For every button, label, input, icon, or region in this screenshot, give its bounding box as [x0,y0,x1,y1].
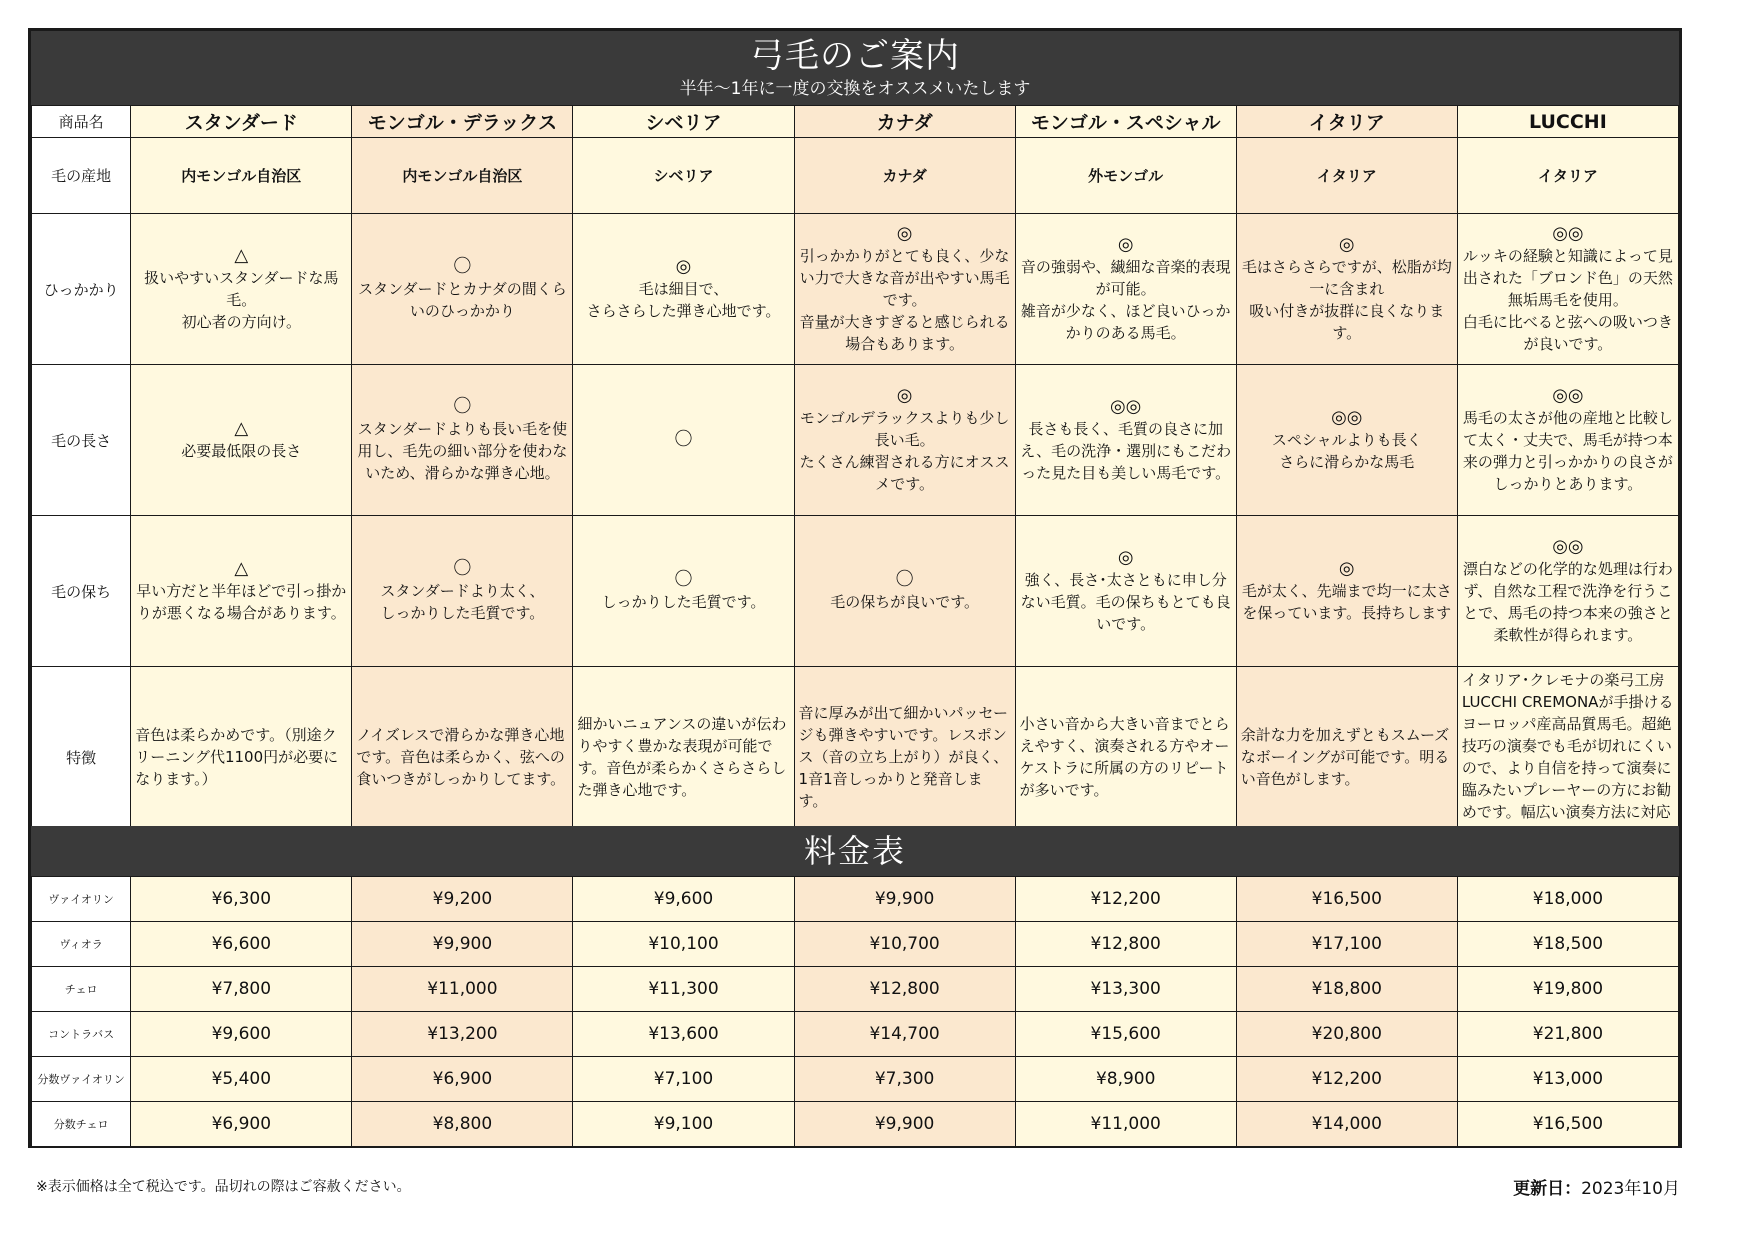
spec-cell [573,365,794,516]
spec-row-label: 毛の産地 [32,138,131,214]
spec-cell [131,667,352,848]
spec-cell [131,214,352,365]
instrument-label: チェロ [32,967,131,1012]
spec-cell [352,667,573,848]
price-cell: ¥13,300 [1015,967,1236,1012]
price-cell: ¥8,800 [352,1102,573,1147]
footer-note: ※表示価格は全て税込です。品切れの際はご容赦ください。 [36,1179,411,1195]
price-sheet [28,28,1682,1148]
instrument-label: 分数チェロ [32,1102,131,1147]
spec-description: 外モンゴル [1088,166,1164,185]
price-cell: ¥13,600 [573,1012,794,1057]
spec-cell [352,516,573,667]
price-cell: ¥5,400 [131,1057,352,1102]
price-cell: ¥9,600 [573,877,794,922]
spec-cell [1015,365,1236,516]
price-cell: ¥9,900 [794,1102,1015,1147]
spec-cell [1457,365,1678,516]
spec-description: ノイズレスで滑らかな弾き心地です。音色は柔らかく、弦への食いつきがしっかりしてます。 [356,726,566,788]
rating-mark: 〇 [453,256,472,277]
rating-mark: ◎◎ [1331,407,1363,428]
spec-cell [1015,214,1236,365]
rating-mark: ◎ [896,223,913,244]
rating-mark: ◎ [896,385,913,406]
rating-mark: △ [234,245,249,266]
price-band [31,826,1679,876]
spec-cell [794,516,1015,667]
price-cell: ¥6,900 [131,1102,352,1147]
title-band [31,31,1679,105]
product-header-row [32,106,1679,138]
price-row [32,967,1679,1012]
spec-description: イタリア [1316,166,1377,185]
updated-label: 更新日： [1513,1179,1582,1199]
updated-date [1513,1174,1680,1199]
price-cell: ¥8,900 [1015,1057,1236,1102]
spec-cell [794,214,1015,365]
spec-description: 早い方だと半年ほどで引っ掛かりが悪くなる場合があります。 [136,582,347,622]
price-cell: ¥11,000 [1015,1102,1236,1147]
price-cell: ¥19,800 [1457,967,1678,1012]
spec-cell [352,138,573,214]
spec-description: 長さも長く、毛質の良さに加え、毛の洗浄・選別にもこだわった見た目も美しい馬毛です。 [1020,420,1232,482]
product-name: LUCCHI [1457,106,1678,138]
product-name: カナダ [794,106,1015,138]
spec-description: 内モンゴル自治区 [402,166,523,185]
page-title: 弓毛のご案内 [750,36,960,76]
spec-row [32,365,1679,516]
spec-cell [794,365,1015,516]
spec-cell [131,516,352,667]
rating-mark: 〇 [453,396,472,417]
instrument-label: ヴィオラ [32,922,131,967]
price-row [32,1102,1679,1147]
spec-cell [1457,138,1678,214]
spec-cell [1236,138,1457,214]
price-cell: ¥11,300 [573,967,794,1012]
price-cell: ¥20,800 [1236,1012,1457,1057]
spec-row [32,214,1679,365]
price-cell: ¥16,500 [1457,1102,1678,1147]
product-name: シベリア [573,106,794,138]
price-cell: ¥6,900 [352,1057,573,1102]
spec-cell [573,138,794,214]
spec-table [31,105,1679,848]
spec-description: イタリア [1537,166,1598,185]
product-name: モンゴル・スペシャル [1015,106,1236,138]
price-cell: ¥7,300 [794,1057,1015,1102]
spec-description: 音の強弱や、繊細な音楽的表現が可能。 雑音が少なく、ほど良いひっかかりのある馬毛。 [1020,258,1231,342]
spec-row [32,516,1679,667]
price-row [32,877,1679,922]
spec-description: 音に厚みが出て細かいパッセージも弾きやすいです。レスポンス（音の立ち上がり）が良く、1音1音しっかりと発音します。 [798,704,1009,810]
spec-cell [573,516,794,667]
price-cell: ¥18,000 [1457,877,1678,922]
rating-mark: 〇 [674,429,693,450]
spec-description: 毛は細目で、 さらさらした弾き心地です。 [586,280,781,320]
spec-description: 毛はさらさらですが、松脂が均一に含まれ 吸い付きが抜群に良くなります。 [1241,258,1452,342]
spec-description: しっかりした毛質です。 [601,593,766,611]
spec-description: モンゴルデラックスよりも少し長い毛。 たくさん練習される方にオススメです。 [799,409,1010,493]
spec-description: 細かいニュアンスの違いが伝わりやすく豊かな表現が可能です。音色が柔らかくさらさらした弾き心地です。 [577,715,787,799]
spec-description: スペシャルよりも長く さらに滑らかな馬毛 [1271,431,1422,471]
spec-description: 強く、長さ･太さともに申し分ない毛質。毛の保ちもとても良いです。 [1020,571,1231,633]
spec-description: カナダ [882,166,927,185]
rating-mark: ◎◎ [1552,223,1584,244]
rating-mark: 〇 [674,569,693,590]
rating-mark: △ [234,558,249,579]
rating-mark: ◎ [1338,558,1355,579]
price-cell: ¥6,300 [131,877,352,922]
spec-cell [1015,667,1236,848]
price-cell: ¥9,600 [131,1012,352,1057]
price-cell: ¥10,700 [794,922,1015,967]
price-cell: ¥18,800 [1236,967,1457,1012]
spec-cell [352,365,573,516]
spec-description: イタリア･クレモナの楽弓工房LUCCHI CREMONAが手掛けるヨーロッパ産高品質馬毛。超絶技巧の演奏でも毛が切れにくいので、より自信を持って演奏に臨みたいプレーヤーの方にお勧めです。幅広い演奏方法に対応 [1461,671,1674,821]
spec-cell [352,214,573,365]
spec-row-label: 毛の保ち [32,516,131,667]
spec-row [32,138,1679,214]
spec-description: ルッキの経験と知識によって見出された「ブロンド色」の天然無垢馬毛を使用。 白毛に比べると弦への吸いつきが良いです。 [1462,247,1673,353]
price-row [32,922,1679,967]
corner-label: 商品名 [32,106,131,138]
spec-description: 必要最低限の長さ [181,442,302,460]
spec-cell [1457,516,1678,667]
rating-mark: ◎ [1117,234,1134,255]
instrument-label: 分数ヴァイオリン [32,1057,131,1102]
price-cell: ¥9,900 [794,877,1015,922]
spec-cell [1236,365,1457,516]
spec-cell [573,667,794,848]
price-cell: ¥9,900 [352,922,573,967]
rating-mark: ◎ [1117,547,1134,568]
spec-row-label: 毛の長さ [32,365,131,516]
spec-description: 音色は柔らかめです。（別途クリーニング代1100円が必要になります。） [135,726,339,788]
spec-cell [1236,214,1457,365]
spec-description: 引っかかりがとても良く、少ない力で大きな音が出やすい馬毛です。 音量が大きすぎると感じられる場合もあります。 [799,247,1010,353]
spec-row [32,667,1679,848]
price-cell: ¥9,200 [352,877,573,922]
rating-mark: ◎ [1338,234,1355,255]
price-cell: ¥7,800 [131,967,352,1012]
spec-description: 毛が太く、先端まで均一に太さを保っています。長持ちします [1241,582,1452,622]
rating-mark: ◎ [675,256,692,277]
spec-description: 馬毛の太さが他の産地と比較して太く・丈夫で、馬毛が持つ本来の弾力と引っかかりの良さがしっかりとあります。 [1462,409,1673,493]
spec-description: 毛の保ちが良いです。 [830,593,979,611]
rating-mark: 〇 [453,558,472,579]
rating-mark: △ [234,418,249,439]
spec-description: スタンダードよりも長い毛を使用し、毛先の細い部分を使わないため、滑らかな弾き心地。 [357,420,568,482]
price-cell: ¥16,500 [1236,877,1457,922]
page-subtitle: 半年～1年に一度の交換をオススメいたします [679,79,1031,99]
spec-description: 小さい音から大きい音までとらえやすく、演奏される方やオーケストラに所属の方のリピートが多いです。 [1019,715,1230,799]
price-cell: ¥12,200 [1015,877,1236,922]
spec-row-label: ひっかかり [32,214,131,365]
spec-description: 内モンゴル自治区 [181,166,302,185]
spec-cell [1457,667,1678,848]
price-cell: ¥12,800 [1015,922,1236,967]
price-cell: ¥21,800 [1457,1012,1678,1057]
price-row [32,1012,1679,1057]
rating-mark: ◎◎ [1552,385,1584,406]
updated-value: 2023年10月 [1581,1179,1680,1199]
spec-description: 余計な力を加えずともスムーズなボーイングが可能です。明るい音色がします。 [1240,726,1450,788]
spec-cell [1236,667,1457,848]
price-cell: ¥18,500 [1457,922,1678,967]
price-cell: ¥17,100 [1236,922,1457,967]
spec-description: スタンダードより太く、 しっかりした毛質です。 [380,582,545,622]
price-table [31,876,1679,1147]
product-name: スタンダード [131,106,352,138]
spec-description: シベリア [653,166,714,185]
price-row [32,1057,1679,1102]
price-cell: ¥13,000 [1457,1057,1678,1102]
instrument-label: コントラバス [32,1012,131,1057]
price-cell: ¥15,600 [1015,1012,1236,1057]
spec-cell [131,138,352,214]
spec-cell [1015,516,1236,667]
spec-cell [1015,138,1236,214]
price-cell: ¥9,100 [573,1102,794,1147]
instrument-label: ヴァイオリン [32,877,131,922]
price-cell: ¥14,700 [794,1012,1015,1057]
rating-mark: 〇 [895,569,914,590]
price-cell: ¥6,600 [131,922,352,967]
price-cell: ¥14,000 [1236,1102,1457,1147]
price-cell: ¥10,100 [573,922,794,967]
price-cell: ¥7,100 [573,1057,794,1102]
price-title: 料金表 [803,832,906,870]
spec-description: 漂白などの化学的な処理は行わず、自然な工程で洗浄を行うことで、馬毛の持つ本来の強さと柔軟性が得られます。 [1462,560,1673,644]
price-cell: ¥11,000 [352,967,573,1012]
spec-cell [794,138,1015,214]
spec-cell [1457,214,1678,365]
product-name: モンゴル・デラックス [352,106,573,138]
rating-mark: ◎◎ [1109,396,1142,417]
spec-row-label: 特徴 [32,667,131,848]
spec-cell [794,667,1015,848]
price-cell: ¥12,800 [794,967,1015,1012]
spec-cell [1236,516,1457,667]
product-name: イタリア [1236,106,1457,138]
spec-cell [573,214,794,365]
spec-description: 扱いやすいスタンダードな馬毛。 初心者の方向け。 [144,269,339,331]
spec-cell [131,365,352,516]
price-cell: ¥13,200 [352,1012,573,1057]
rating-mark: ◎◎ [1552,536,1584,557]
spec-description: スタンダードとカナダの間くらいのひっかかり [358,280,567,320]
price-cell: ¥12,200 [1236,1057,1457,1102]
